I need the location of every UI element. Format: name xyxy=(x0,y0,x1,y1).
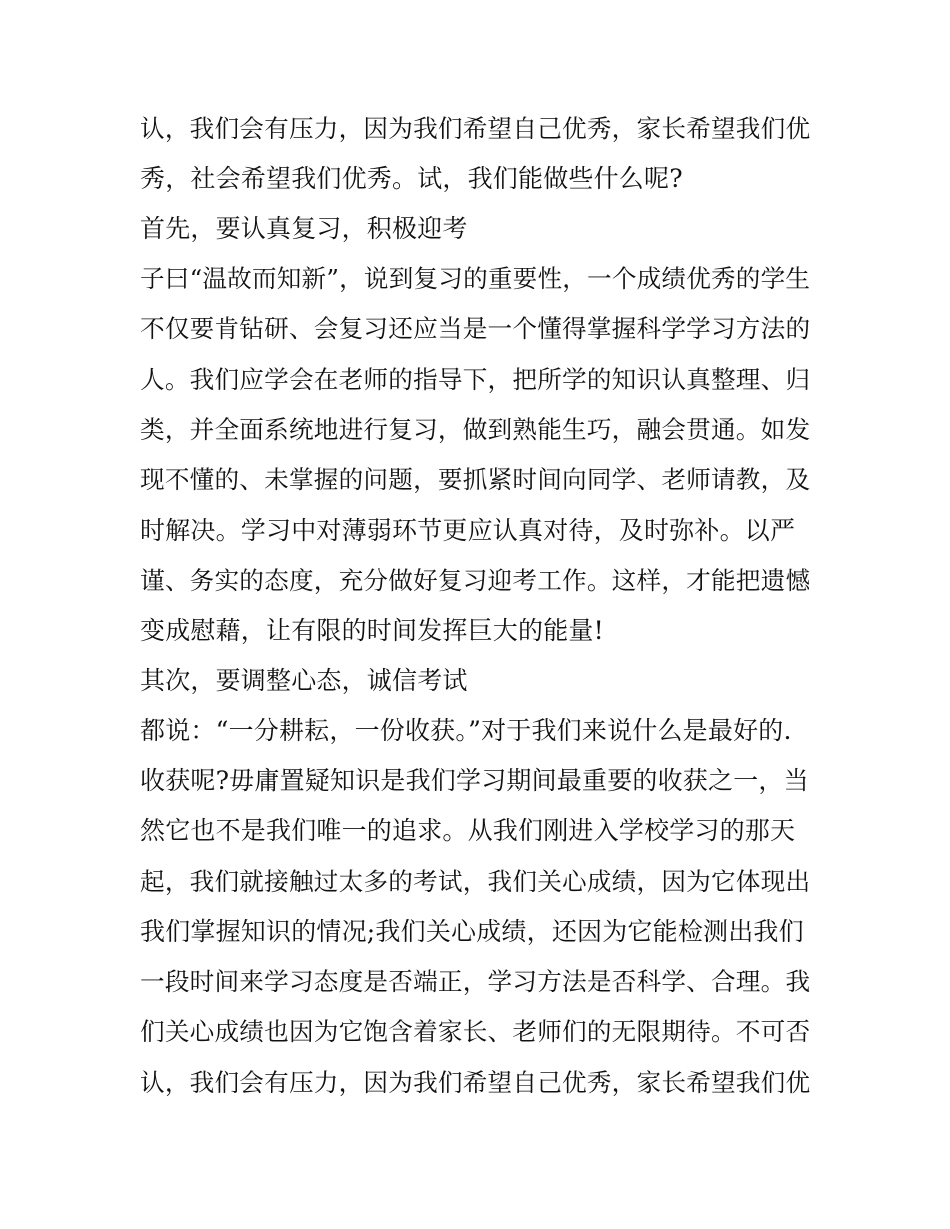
text-line: 都说：“一分耕耘，一份收获。”对于我们来说什么是最好的. xyxy=(140,716,792,745)
text-line: 一段时间来学习态度是否端正，学习方法是否科学、合理。我 xyxy=(140,967,811,996)
section-heading: 其次，要调整心态，诚信考试 xyxy=(140,666,468,695)
text-line: 然它也不是我们唯一的追求。从我们刚进入学校学习的那天 xyxy=(140,816,796,845)
text-line: 秀，社会希望我们优秀。试，我们能做些什么呢? xyxy=(140,164,683,193)
text-line: 子曰“温故而知新”，说到复习的重要性，一个成绩优秀的学生 xyxy=(140,264,811,293)
text-line: 类，并全面系统地进行复习，做到熟能生巧，融会贯通。如发 xyxy=(140,415,811,444)
section-heading: 首先，要认真复习，积极迎考 xyxy=(140,214,468,243)
text-line: 人。我们应学会在老师的指导下，把所学的知识认真整理、归 xyxy=(140,365,811,394)
text-line: 变成慰藉，让有限的时间发挥巨大的能量! xyxy=(140,616,604,645)
text-line: 认，我们会有压力，因为我们希望自己优秀，家长希望我们优 xyxy=(140,1068,811,1097)
text-line: 现不懂的、未掌握的问题，要抓紧时间向同学、老师请教，及 xyxy=(140,465,811,494)
text-line: 起，我们就接触过太多的考试，我们关心成绩，因为它体现出 xyxy=(140,867,811,896)
text-line: 我们掌握知识的情况;我们关心成绩，还因为它能检测出我们 xyxy=(140,917,804,946)
text-line: 不仅要肯钻研、会复习还应当是一个懂得掌握科学学习方法的 xyxy=(140,314,811,343)
text-line: 谨、务实的态度，充分做好复习迎考工作。这样，才能把遗憾 xyxy=(140,566,811,595)
text-line: 时解决。学习中对薄弱环节更应认真对待，及时弥补。以严 xyxy=(140,516,796,545)
text-line: 认，我们会有压力，因为我们希望自己优秀，家长希望我们优 xyxy=(140,114,811,143)
text-line: 收获呢?毋庸置疑知识是我们学习期间最重要的收获之一，当 xyxy=(140,766,809,795)
text-line: 们关心成绩也因为它饱含着家长、老师们的无限期待。不可否 xyxy=(140,1017,811,1046)
